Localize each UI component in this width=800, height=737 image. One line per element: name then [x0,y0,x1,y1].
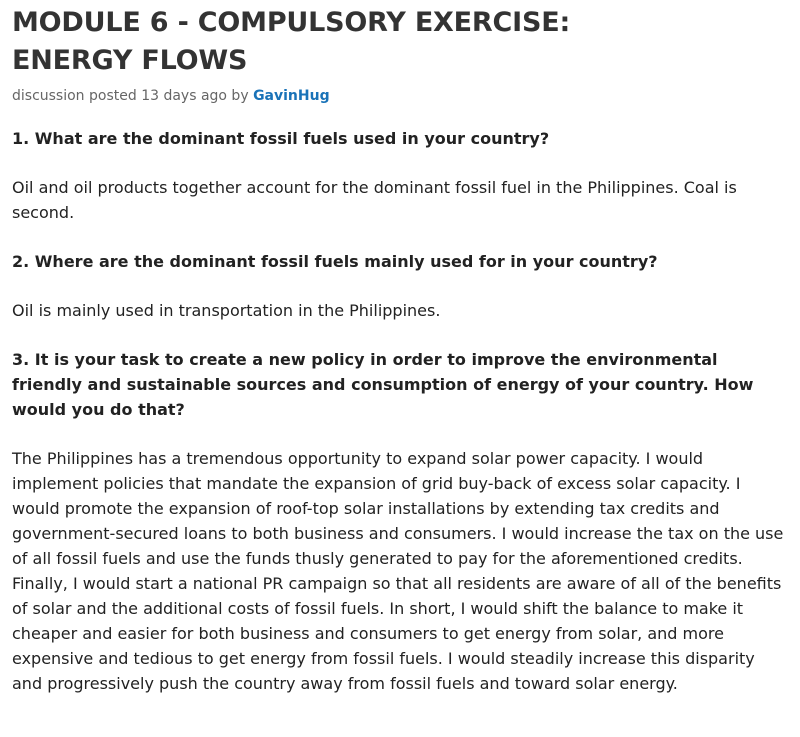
answer-1: Oil and oil products together account for the dominant fossil fuel in the Philippines. Coal is second. [12,178,737,222]
answer-2: Oil is mainly used in transportation in the Philippines. [12,301,441,320]
post-meta-text: discussion posted 13 days ago by [12,88,249,104]
question-2: 2. Where are the dominant fossil fuels mainly used for in your country? [12,252,658,271]
answer-3: The Philippines has a tremendous opportunity to expand solar power capacity. I would implement policies that mandate the expansion of grid buy-back of excess solar capacity. I would promote the expansion of roof-top solar installations by extending tax credits and government-secured loans to both business and consumers. I would increase the tax on the use of all fossil fuels and use the funds thusly generated to pay for the aforementioned credits. Finally, I would start a national PR campaign so that all residents are aware of all of the benefits of solar and the additional costs of fossil fuels. In short, I would shift the balance to make it cheaper and easier for both business and consumers to get energy from solar, and more expensive and tedious to get energy from fossil fuels. I would steadily increase this disparity and progressively push the country away from fossil fuels and toward solar energy. [12,449,784,693]
author-link[interactable]: GavinHug [253,88,330,104]
post-title-line-2: ENERGY FLOWS [12,45,248,76]
post-title-line-1: MODULE 6 - COMPULSORY EXERCISE: [12,7,571,38]
post-meta [12,86,788,106]
question-3: 3. It is your task to create a new policy in order to improve the environmental friendly and sustainable sources and consumption of energy of your country. How would you do that? [12,350,754,419]
question-1: 1. What are the dominant fossil fuels used in your country? [12,129,550,148]
post-title [12,4,788,80]
